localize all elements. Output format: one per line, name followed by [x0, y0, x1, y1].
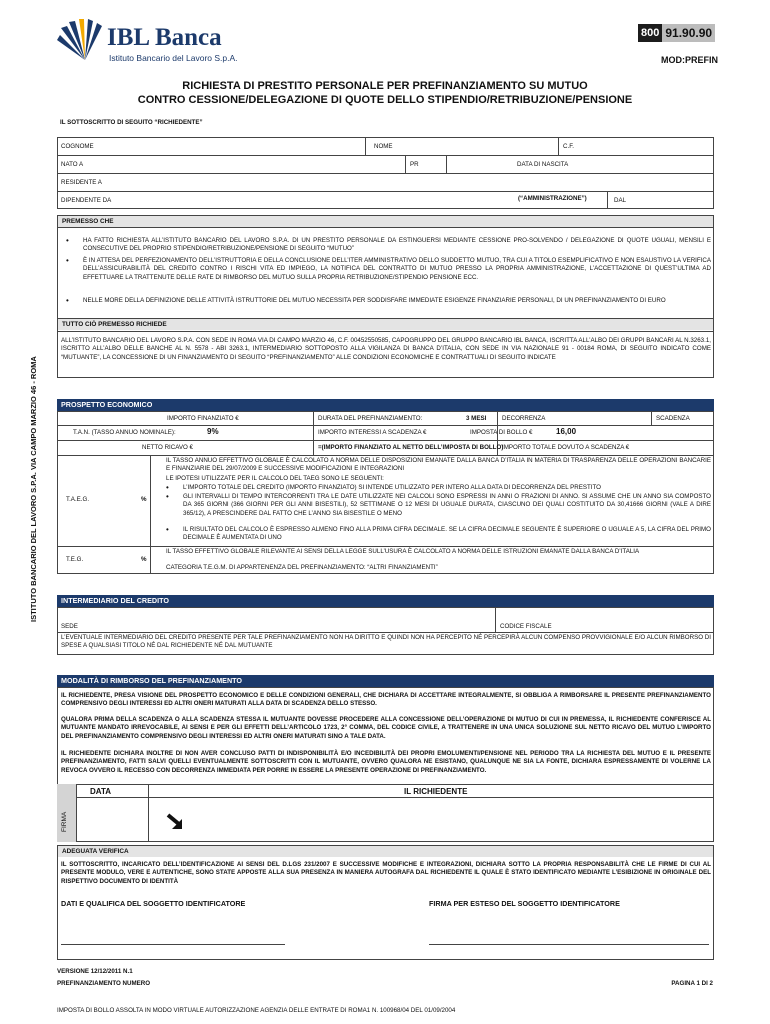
intermediario-note: L’EVENTUALE INTERMEDIARIO DEL CREDITO PRESENTE PER TALE PREFINANZIAMENTO NON HA DIRITTO E QUINDI NON HA PERCEPITO NÉ PERCEPIRÀ ALCUN COMPENSO PROVVIGIONALE E/O ALCUN RIMBORSO DI SPESE A QUALSIASI TITOLO NÉ DAL RICHIEDENTE NÉ DAL MUTUANTE	[61, 634, 711, 650]
richiesta-testo: ALL’ISTITUTO BANCARIO DEL LAVORO S.P.A. CON SEDE IN ROMA VIA DI CAMPO MARZIO 46, C.F. 00452550585, CAPOGRUPPO DEL GRUPPO BANCARIO IBL BANCA, ISCRITTA ALL’ALBO DEI GRUPPI BANCARI AL N.3263.1, ISCRITTO ALL’ALBO DELLE BANCHE AL N. 5578 - ABI 3263.1, INTERMEDIARIO SOTTOPOSTO ALLA VIGILANZA DI BANCA D’ITALIA, CON SEDE IN VIA NAZIONALE 91 - 00184 ROMA, DI SEGUITO INDICATO COME “MUTUANTE”, LA CONCESSIONE DI UN FINANZIAMENTO DI SEGUITO “PREFINANZIAMENTO” ALLE CONDIZIONI ECONOMICHE E CONTRATTUALI DI SEGUITO INDICATE	[61, 337, 711, 361]
modalita-par-1: IL RICHIEDENTE, PRESA VISIONE DEL PROSPETTO ECONOMICO E DELLE CONDIZIONI GENERALI, CHE DICHIARA DI ACCETTARE INTEGRALMENTE, SI OBBLIGA A RIMBORSARE IL PRESENTE PREFINANZIAMENTO COMPRENSIVO DEGLI INTERESSI ED ALTRI ONERI MATURATI ALLA DATA DI SCADENZA DELLO STESSO.	[61, 692, 711, 708]
taeg-bullet-1: • L’IMPORTO TOTALE DEL CREDITO (IMPORTO FINANZIATO) SI INTENDE UTILIZZATO PER INTERO ALLA DATA DI DECORRENZA DEL PRESTITO	[183, 484, 711, 492]
taeg-pct: %	[141, 496, 147, 503]
premesso-heading: PREMESSO CHE	[58, 216, 713, 227]
taeg-bullet-3: • IL RISULTATO DEL CALCOLO È ESPRESSO ALMENO FINO ALLA PRIMA CIFRA DECIMALE. SE LA CIFRA DECIMALE SEGUENTE È SUPERIORE O UGUALE A 5, LA CIFRA DEL PRIMO DECIMALE È AUMENTATA DI UNO	[183, 526, 711, 543]
doc-title-line1: RICHIESTA DI PRESTITO PERSONALE PER PREFINANZIAMENTO SU MUTUO	[182, 80, 588, 92]
value-bollo: 16,00	[556, 427, 577, 436]
signature-field[interactable]	[149, 798, 713, 841]
brand-name: IBL Banca	[107, 24, 222, 51]
verifica-heading: ADEGUATA VERIFICA	[58, 846, 713, 857]
label-netto-ricavo: NETTO RICAVO €	[142, 444, 193, 451]
intermediario-heading: INTERMEDIARIO DEL CREDITO	[57, 595, 714, 607]
premesso-bullet-3: • NELLE MORE DELLA DEFINIZIONE DELLE ATTIVITÀ ISTRUTTORIE DEL MUTUO NECESSITA PER SODDISFARE IMMEDIATE ESIGENZE FINANZIARIE PERSONALI, DI UN PREFINANZIAMENTO DI EURO	[83, 297, 711, 305]
label-interessi: IMPORTO INTERESSI A SCADENZA €	[318, 429, 427, 436]
label-decorrenza: DECORRENZA	[502, 415, 546, 422]
label-data: DATA	[90, 787, 112, 796]
teg-text-2: CATEGORIA T.E.G.M. DI APPARTENENZA DEL PREFINANZIAMENTO: “ALTRI FINANZIAMENTI”	[166, 564, 438, 571]
teg-pct: %	[141, 556, 147, 563]
brand-subtitle: Istituto Bancario del Lavoro S.p.A.	[109, 53, 238, 63]
label-data-nascita: DATA DI NASCITA	[517, 161, 569, 168]
tutto-premesso-heading: TUTTO CIÒ PREMESSO RICHIEDE	[58, 319, 713, 330]
ibl-logo	[55, 18, 265, 64]
label-dipendente: DIPENDENTE DA	[61, 197, 112, 204]
label-codice-fiscale: CODICE FISCALE	[500, 623, 552, 630]
label-il-richiedente: IL RICHIEDENTE	[404, 787, 468, 796]
modalita-heading: MODALITÀ DI RIMBORSO DEL PREFINANZIAMENTO	[57, 675, 714, 687]
label-importo-finanziato: IMPORTO FINANZIATO €	[167, 415, 239, 422]
label-pr: PR	[410, 161, 419, 168]
prospetto-heading: PROSPETTO ECONOMICO	[57, 399, 714, 411]
value-durata: 3 MESI	[466, 415, 487, 422]
label-amministrazione: (“AMMINISTRAZIONE”)	[518, 195, 587, 202]
doc-title-line2: CONTRO CESSIONE/DELEGAZIONE DI QUOTE DELLO STIPENDIO/RETRIBUZIONE/PENSIONE	[137, 94, 633, 106]
netto-formula: =(IMPORTO FINANZIATO AL NETTO DELL’IMPOSTA DI BOLLO)	[318, 444, 504, 451]
toll-free-badge	[638, 24, 715, 42]
label-sede: SEDE	[61, 623, 78, 630]
phone-number: 91.90.90	[662, 24, 715, 42]
modalita-par-3: IL RICHIEDENTE DICHIARA INOLTRE DI NON AVER CONCLUSO PATTI DI INDISPONIBILITÀ E/O INCEDIBILITÀ DEI PROPRI EMOLUMENTI/PENSIONE NEL PERIODO TRA LA RICHIESTA DEL MUTUO E IL PRESENTE PREFINANZIAMENTO, FATTI SALVI QUELLI EVENTUALMENTE SOTTOSCRITTI CON IL MUTUANTE, OVVERO QUALORA NE ESISTANO, QUALUNQUE NE SIA LA FONTE, DICHIARA ESPRESSAMENTE DI VOLERNE LA REVOCA OVVERO IL RECESSO CON DECORRENZA IMMEDIATA PER PORRE IN ESSERE LA PRESENTE OPERAZIONE DI PREFINANZIAMENTO.	[61, 750, 711, 774]
bollo-footnote: IMPOSTA DI BOLLO ASSOLTA IN MODO VIRTUALE AUTORIZZAZIONE AGENZIA DELLE ENTRATE DI ROMA1 N. 100968/04 DEL 01/09/2004	[57, 1007, 456, 1014]
teg-text-1: IL TASSO EFFETTIVO GLOBALE RILEVANTE AI SENSI DELLA LEGGE SULL’USURA È CALCOLATO A NORMA DELLE ISTRUZIONI EMANATE DALLA BANCA D’ITALIA	[166, 548, 640, 555]
label-durata: DURATA DEL PREFINANZIAMENTO:	[318, 415, 423, 422]
label-firma-identificatore: FIRMA PER ESTESO DEL SOGGETTO IDENTIFICATORE	[429, 899, 620, 908]
label-cognome: COGNOME	[61, 143, 94, 150]
taeg-text-1: IL TASSO ANNUO EFFETTIVO GLOBALE È CALCOLATO A NORMA DELLE DISPOSIZIONI EMANATE DALLA BANCA D’ITALIA IN MATERIA DI TRASPARENZA DELLE OPERAZIONI BANCARIE E FINANZIARIE DEL 29/07/2009 E SUCCESSIVE MODIFICAZIONI E INTEGRAZIONI	[166, 457, 711, 473]
label-scadenza: SCADENZA	[656, 415, 690, 422]
applicant-intro: IL SOTTOSCRITTO DI SEGUITO “RICHIEDENTE”	[60, 119, 203, 126]
label-teg: T.E.G.	[66, 556, 84, 563]
firma-label: FIRMA	[61, 811, 68, 832]
page-number: PAGINA 1 DI 2	[671, 980, 713, 987]
phone-prefix: 800	[638, 24, 662, 42]
taeg-text-2: LE IPOTESI UTILIZZATE PER IL CALCOLO DEL TAEG SONO LE SEGUENTI:	[166, 475, 384, 482]
modalita-par-2: QUALORA PRIMA DELLA SCADENZA O ALLA SCADENZA STESSA IL MUTUANTE DOVESSE PROCEDERE ALLA CONCESSIONE DELL’OPERAZIONE DI MUTUO DI CUI IN PREMESSA, IL RICHIEDENTE CONFERISCE AL MUTUANTE MANDATO IRREVOCABILE, AI SENSI E PER GLI EFFETTI DELL’ARTICOLO 1723, 2° COMMA, DEL CODICE CIVILE, A TRATTENERE IN UNA UNICA SOLUZIONE SUL NETTO RICAVO DEL MUTUO L’IMPORTO DEL PREFINANZIAMENTO COMPRENSIVO DEGLI INTERESSI ED ALTRI ONERI MATURATI SINO A TALE DATA.	[61, 716, 711, 740]
identificatore-firma-line[interactable]	[429, 944, 709, 945]
premesso-bullet-2: • È IN ATTESA DEL PERFEZIONAMENTO DELL’ISTRUTTORIA E DELLA CONCLUSIONE DELL’ITER AMMINISTRATIVO DELLO SUDDETTO MUTUO, TRA CUI A TITOLO ESEMPLIFICATIVO E NON ESAUSTIVO LA VERIFICA DELL’ASSICURABILITÀ DEL CREDITO CONTRO I RISCHI VITA ED IMPIEGO, LA NOTIFICA DEL CONTRATTO DI MUTUO PRESSO LA PROPRIA AMMINISTRAZIONE, L’ACCETTAZIONE DI QUEST’ULTIMA AD EFFETTUARE LA TRATTENUTE DELLE RATE DI RIMBORSO DEL MUTUO SULLA PROPRIA RETRIBUZIONE/STIPENDIO PENSIONE ECC.	[83, 257, 711, 282]
label-nato-a: NATO A	[61, 161, 84, 168]
prefinanziamento-numero: PREFINANZIAMENTO NUMERO	[57, 980, 151, 987]
label-cf: C.F.	[563, 143, 574, 150]
premesso-bullet-1: • HA FATTO RICHIESTA ALL’ISTITUTO BANCARIO DEL LAVORO S.P.A. DI UN PRESTITO PERSONALE DA ESTINGUERSI MEDIANTE CESSIONE PRO-SOLVENDO / DELEGAZIONE DI QUOTE UGUALI, MENSILI E CONSECUTIVE DEL PROPRIO STIPENDIO/RETRIBUZIONE/PENSIONE DI SEGUITO “MUTUO”	[83, 237, 711, 254]
label-tan: T.A.N. (TASSO ANNUO NOMINALE):	[73, 429, 176, 436]
taeg-bullet-2: • GLI INTERVALLI DI TEMPO INTERCORRENTI TRA LE DATE UTILIZZATE NEI CALCOLI SONO ESPRESSI IN ANNI O FRAZIONI DI ANNO. SI ASSUME CHE UN ANNO SIA COMPOSTO DA 365 GIORNI (366 GIORNI PER GLI ANNI BISESTILI), 52 SETTIMANE O 12 MESI DI UGUALE DURATA, CIASCUNO DEI QUALI COSTITUITO DA 30,41666 GIORNI (VALE A DIRE 365/12), A PRESCINDERE DAL FATTO CHE L’ANNO SIA BISESTILE O MENO	[183, 493, 711, 518]
verifica-text: IL SOTTOSCRITTO, INCARICATO DELL’IDENTIFICAZIONE AI SENSI DEL D.LGS 231/2007 E SUCCESSIVE MODIFICHE E INTEGRAZIONI, DICHIARA SOTTO LA PROPRIA RESPONSABILITÀ CHE LE FIRME DI CUI AL PRESENTE MODULO, VERE E AUTENTICHE, SONO STATE APPOSTE ALLA SUA PRESENZA IN MANIERA AUTOGRAFA DAL RICHIEDENTE IL QUALE È STATO IDENTIFICATO MEDIANTE L’ESIBIZIONE IN ORIGINALE DEL RISPETTIVO DOCUMENTO DI IDENTITÀ	[61, 861, 711, 885]
identificatore-dati-line[interactable]	[61, 944, 285, 945]
label-totale-dovuto: IMPORTO TOTALE DOVUTO A SCADENZA €	[502, 444, 630, 451]
value-tan: 9%	[207, 427, 219, 436]
label-residente: RESIDENTE A	[61, 179, 102, 186]
label-nome: NOME	[374, 143, 393, 150]
side-address-text: ISTITUTO BANCARIO DEL LAVORO S.P.A. VIA CAMPO MARZIO 46 - ROMA	[29, 356, 38, 622]
label-bollo: IMPOSTA DI BOLLO €	[470, 429, 533, 436]
label-dal: DAL	[614, 197, 627, 204]
versione: VERSIONE 12/12/2011 N.1	[57, 968, 133, 975]
label-dati-identificatore: DATI E QUALIFICA DEL SOGGETTO IDENTIFICATORE	[61, 899, 246, 908]
fan-logo-icon	[55, 18, 107, 62]
label-taeg: T.A.E.G.	[66, 496, 90, 503]
model-code: MOD:PREFIN	[661, 55, 718, 65]
